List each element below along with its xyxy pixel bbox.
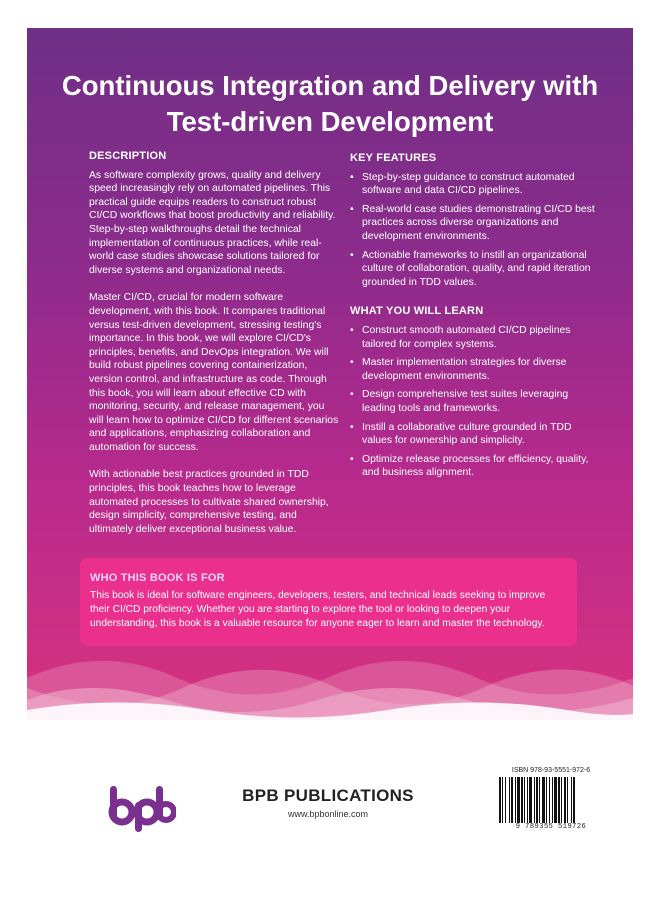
barcode-digits: 9 789355 519726 — [515, 823, 587, 831]
barcode-bar — [539, 777, 540, 823]
barcode-bar — [558, 777, 560, 823]
bpb-logo-icon — [108, 782, 176, 834]
barcode-bar — [521, 777, 523, 823]
bullet-icon: • — [350, 324, 354, 336]
bullet-icon: • — [350, 203, 354, 215]
barcode-bar — [561, 777, 562, 823]
barcode-bar — [552, 777, 553, 823]
description-heading: DESCRIPTION — [89, 150, 167, 162]
who-heading: WHO THIS BOOK IS FOR — [90, 572, 225, 584]
barcode-bar — [509, 777, 510, 823]
list-item: • Construct smooth automated CI/CD pipelines tailored for complex systems. — [350, 324, 571, 350]
learn-list — [350, 324, 595, 480]
barcode-bar — [515, 777, 516, 823]
barcode — [495, 767, 607, 833]
barcode-bar — [549, 777, 550, 823]
decorative-waves — [27, 650, 633, 720]
isbn-label: ISBN 978-93-5551-972-6 — [511, 767, 591, 774]
list-item: • Actionable frameworks to instill an organizational culture of collaboration, quality, and rapid iteration grounded in TDD values. — [350, 249, 591, 288]
who-body: This book is ideal for software engineers, developers, testers, and technical leads seeking to improve their CI/CD proficiency. Whether you are starting to explore the tool or looking to deepen your understanding, this book is a valuable resource for anyone eager to learn and master the technology. — [90, 590, 546, 629]
list-item: • Step-by-step guidance to construct automated software and data CI/CD pipelines. — [350, 171, 575, 197]
barcode-bar — [536, 777, 538, 823]
key-features-heading: KEY FEATURES — [350, 152, 437, 164]
what-you-will-learn-heading: WHAT YOU WILL LEARN — [350, 305, 484, 318]
description-paragraph-2: Master CI/CD, crucial for modern software development, with this book. It compares traditional versus test-driven development, stressing testing's importance. In this book, we will explore CI/CD's principles, benefits, and DevOps integration. We will build robust pipelines covering containerization, version control, and infrastructure as code. Through this book, you will learn about effective CD with monitoring, security, and release management, you will learn how to optimize CI/CD for different scenarios and applications, emphasizing collaboration and automation for success. — [89, 292, 339, 453]
barcode-bar — [573, 777, 575, 823]
description-section — [89, 150, 339, 550]
features-column — [350, 152, 595, 496]
barcode-bar — [529, 777, 532, 823]
list-item: • Real-world case studies demonstrating CI/CD best practices across diverse organizations and development environments. — [350, 203, 595, 242]
list-item: • Design comprehensive test suites leveraging leading tools and frameworks. — [350, 389, 569, 414]
barcode-bar — [542, 777, 545, 823]
description-paragraph-3: With actionable best practices grounded in TDD principles, this book teaches how to leverage automated processes to cultivate shared ownership, design simplicity, comprehensive testing, and ultimately deliver exceptional business value. — [89, 469, 329, 535]
barcode-bar — [524, 777, 525, 823]
list-item: • Optimize release processes for efficiency, quality, and business alignment. — [350, 453, 589, 479]
bullet-icon: • — [350, 389, 354, 401]
publisher-website: www.bpbonline.com — [287, 809, 369, 819]
bullet-icon: • — [350, 249, 354, 261]
barcode-bar — [527, 777, 528, 823]
barcode-bar — [554, 777, 557, 823]
barcode-bar — [564, 777, 566, 823]
bullet-icon: • — [350, 421, 354, 433]
publisher-name: BPB PUBLICATIONS — [242, 786, 414, 805]
book-title: Continuous Integration and Delivery with Test-driven Development — [61, 70, 599, 137]
back-cover — [27, 28, 633, 720]
bullet-icon: • — [350, 357, 354, 369]
description-paragraph-1: As software complexity grows, quality and delivery speed increasingly rely on automated pipelines. This practical guide equips readers to construct robust CI/CD workflows that boost productivity and reliability. Step-by-step walkthroughs detail the technical implementation of continuous practices, while real-world case studies showcase solutions tailored for diverse systems and organizational needs. — [89, 169, 336, 276]
key-features-list — [350, 171, 595, 290]
who-this-book-is-for-box — [80, 558, 577, 646]
barcode-bars — [499, 777, 603, 823]
barcode-bar — [571, 777, 572, 823]
barcode-bar — [517, 777, 520, 823]
barcode-bar — [567, 777, 568, 823]
list-item: • Master implementation strategies for diverse development environments. — [350, 357, 567, 382]
bullet-icon: • — [350, 453, 354, 465]
barcode-bar — [499, 777, 501, 823]
bullet-icon: • — [350, 171, 354, 183]
barcode-bar — [534, 777, 535, 823]
barcode-bar — [505, 777, 506, 823]
barcode-bar — [546, 777, 547, 823]
barcode-bar — [511, 777, 513, 823]
list-item: • Instill a collaborative culture grounded in TDD values for ownership and simplicity. — [350, 421, 572, 447]
barcode-bar — [502, 777, 503, 823]
